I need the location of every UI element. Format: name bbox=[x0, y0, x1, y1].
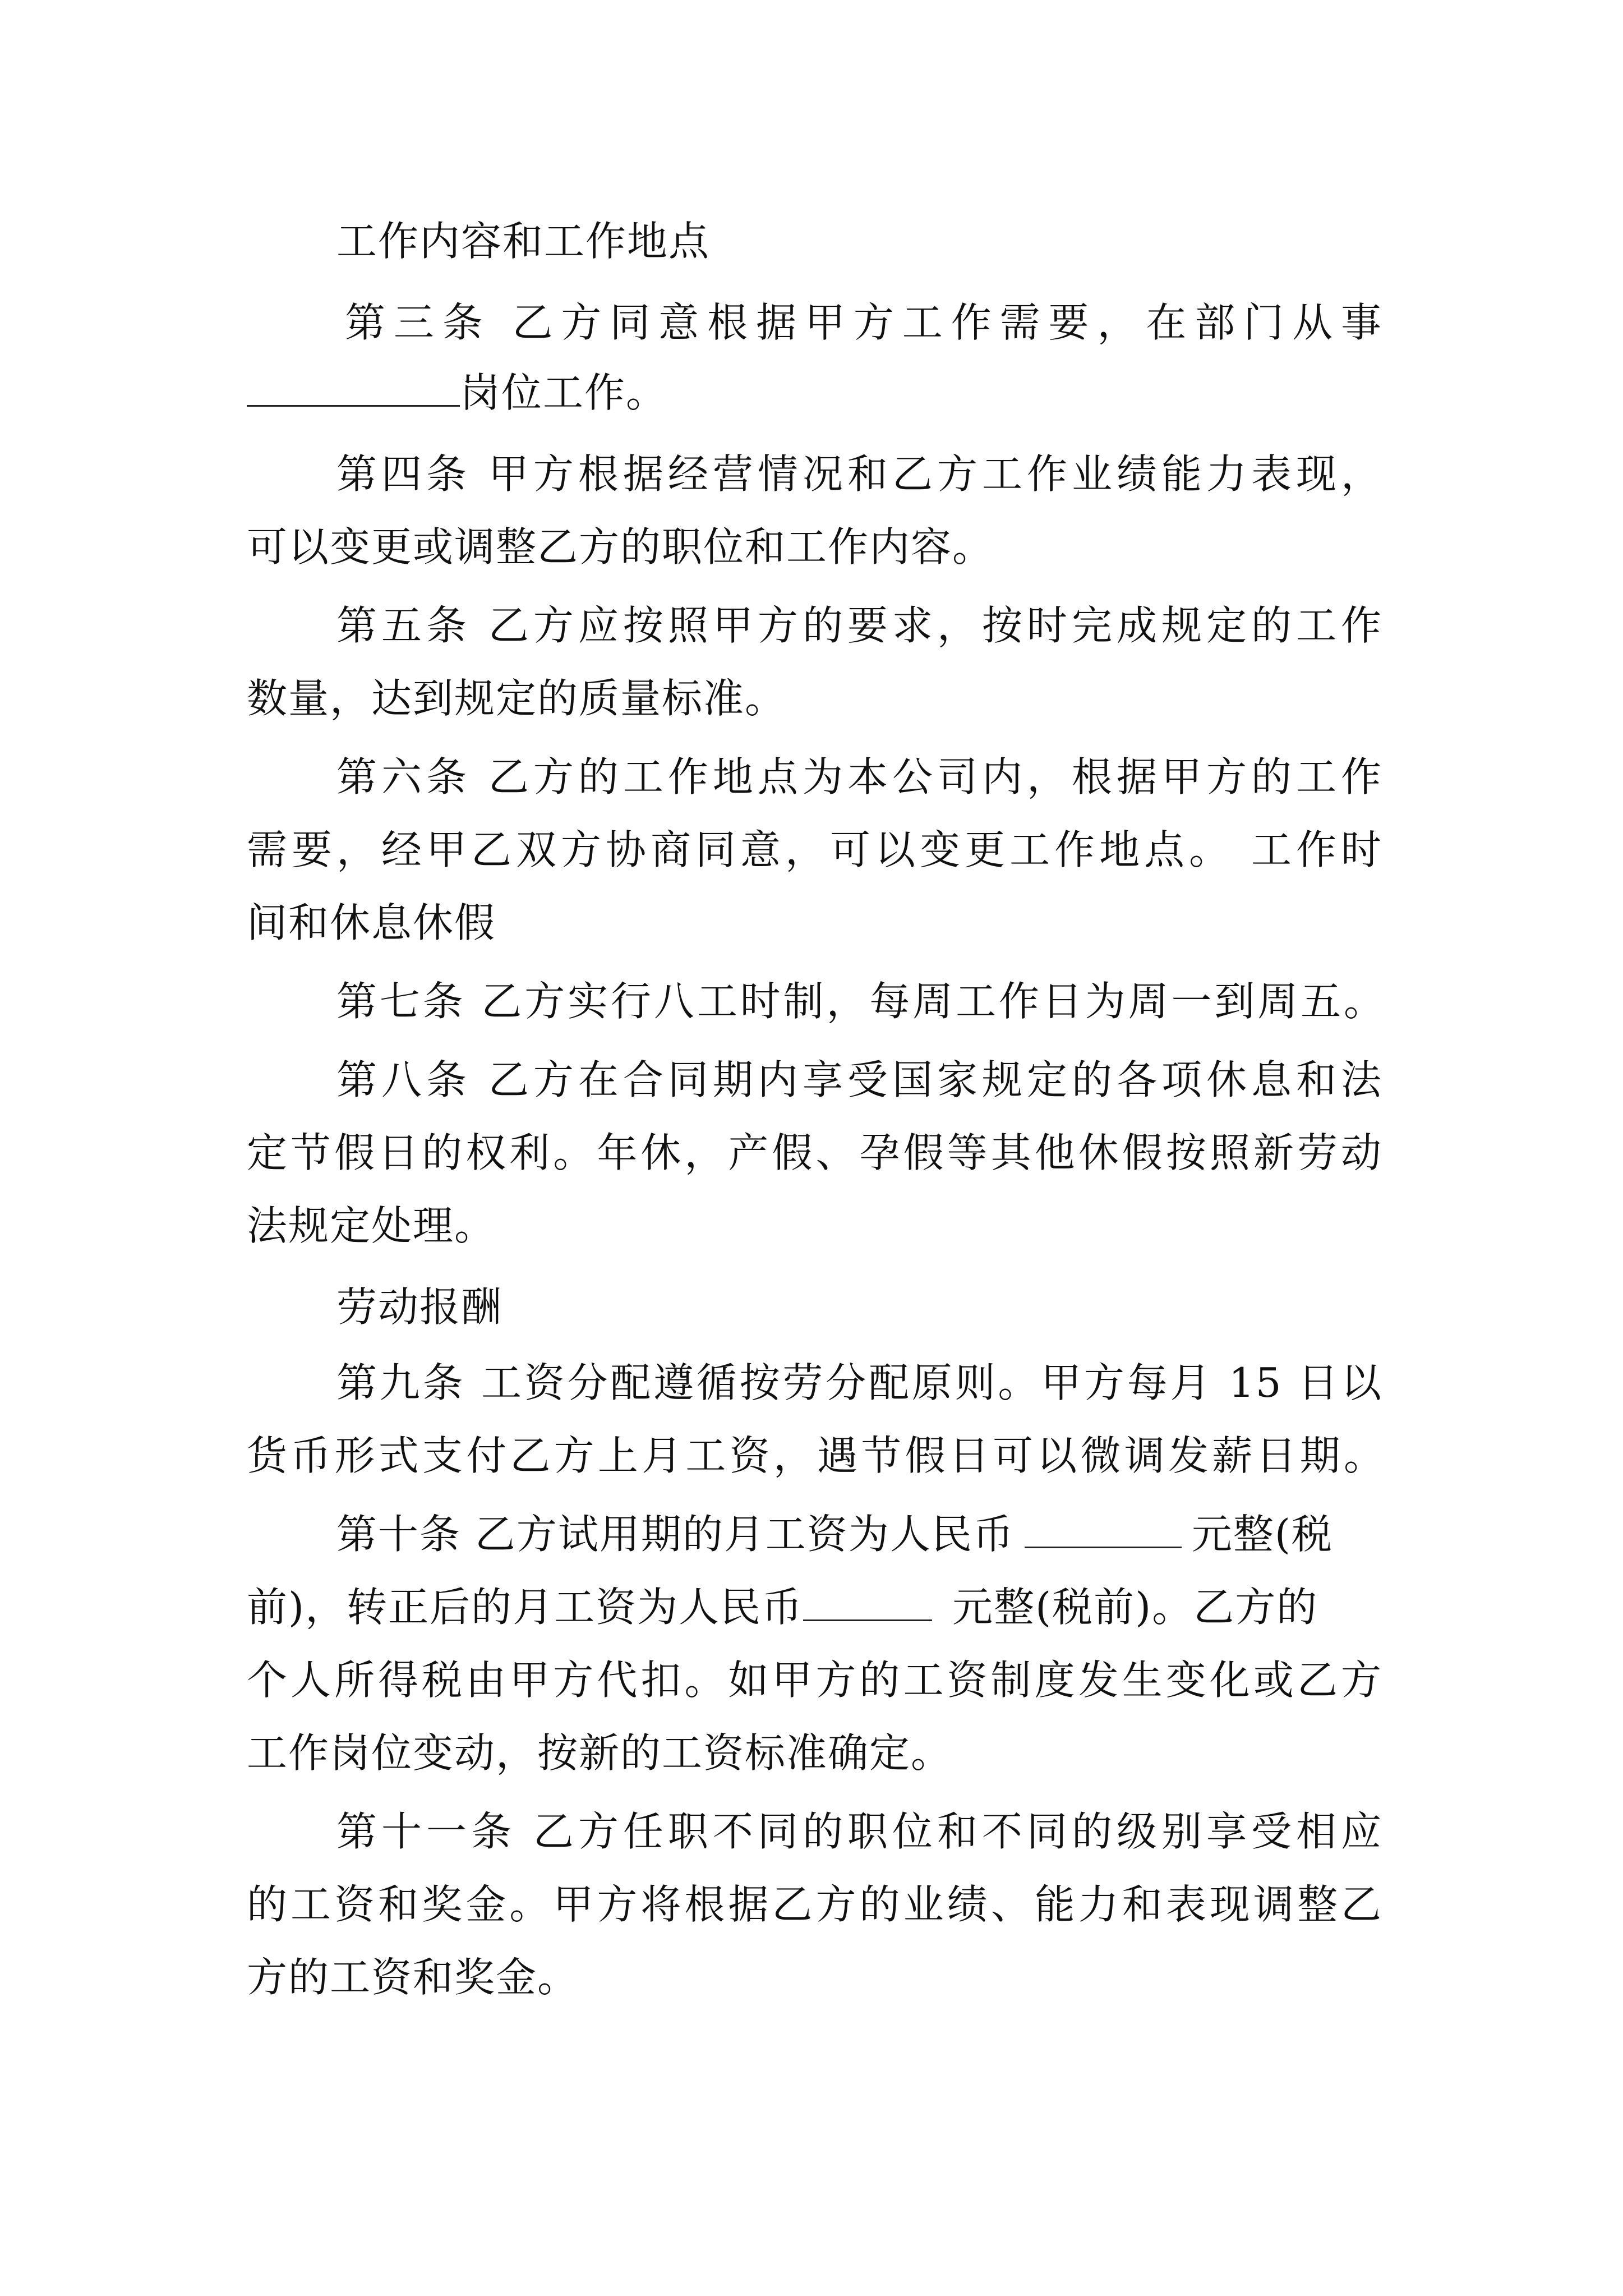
article-8-line-1: 第八条 乙方在合同期内享受国家规定的各项休息和法 bbox=[336, 1056, 1382, 1103]
article-11-line-3: 方的工资和奖金。 bbox=[247, 1954, 579, 2001]
section-heading-work: 工作内容和工作地点 bbox=[336, 218, 711, 265]
article-6-line-2: 需要，经甲乙双方协商同意，可以变更工作地点。 工作时 bbox=[247, 826, 1382, 873]
article-4-line-1: 第四条 甲方根据经营情况和乙方工作业绩能力表现， bbox=[336, 450, 1382, 498]
article-9-line-2: 货币形式支付乙方上月工资，遇节假日可以微调发薪日期。 bbox=[247, 1432, 1385, 1479]
article-5-line-1: 第五条 乙方应按照甲方的要求，按时完成规定的工作 bbox=[336, 602, 1382, 649]
article-10-line-4: 工作岗位变动，按新的工资标准确定。 bbox=[247, 1729, 953, 1777]
article-4-line-2: 可以变更或调整乙方的职位和工作内容。 bbox=[247, 523, 994, 570]
article-10-line-1-end: 元整(税 bbox=[1191, 1511, 1333, 1558]
article-3-line-1: 第三条 乙方同意根据甲方工作需要，在部门从事 bbox=[345, 299, 1382, 346]
article-10-line-1 bbox=[336, 1506, 1333, 1562]
article-9-line-1: 第九条 工资分配遵循按劳分配原则。甲方每月 15 日以 bbox=[336, 1359, 1382, 1406]
article-11-line-1: 第十一条 乙方任职不同的职位和不同的级别享受相应 bbox=[336, 1808, 1382, 1855]
article-3-line-2 bbox=[247, 365, 667, 421]
probation-salary-blank bbox=[1025, 1512, 1182, 1548]
article-3-line-2-text: 岗位工作。 bbox=[460, 369, 668, 416]
article-8-line-2: 定节假日的权利。年休，产假、孕假等其他休假按照新劳动 bbox=[247, 1129, 1382, 1176]
article-10-line-3: 个人所得税由甲方代扣。如甲方的工资制度发生变化或乙方 bbox=[247, 1657, 1382, 1704]
article-7-line-1: 第七条 乙方实行八工时制，每周工作日为周一到周五。 bbox=[336, 978, 1385, 1025]
article-10-line-2-end: 元整(税前)。乙方的 bbox=[952, 1584, 1318, 1631]
article-10-line-2 bbox=[247, 1579, 1318, 1635]
article-8-line-3: 法规定处理。 bbox=[247, 1202, 496, 1249]
article-10-line-1-text: 第十条 乙方试用期的月工资为人民币 bbox=[336, 1511, 1015, 1558]
position-blank bbox=[247, 370, 460, 407]
article-11-line-2: 的工资和奖金。甲方将根据乙方的业绩、能力和表现调整乙 bbox=[247, 1881, 1382, 1928]
article-6-line-1: 第六条 乙方的工作地点为本公司内，根据甲方的工作 bbox=[336, 753, 1382, 800]
section-heading-pay: 劳动报酬 bbox=[336, 1283, 503, 1331]
article-6-line-3: 间和休息休假 bbox=[247, 899, 496, 946]
regular-salary-blank bbox=[803, 1585, 932, 1621]
article-5-line-2: 数量，达到规定的质量标准。 bbox=[247, 675, 787, 722]
article-10-line-2-text: 前)，转正后的月工资为人民币 bbox=[247, 1584, 804, 1631]
